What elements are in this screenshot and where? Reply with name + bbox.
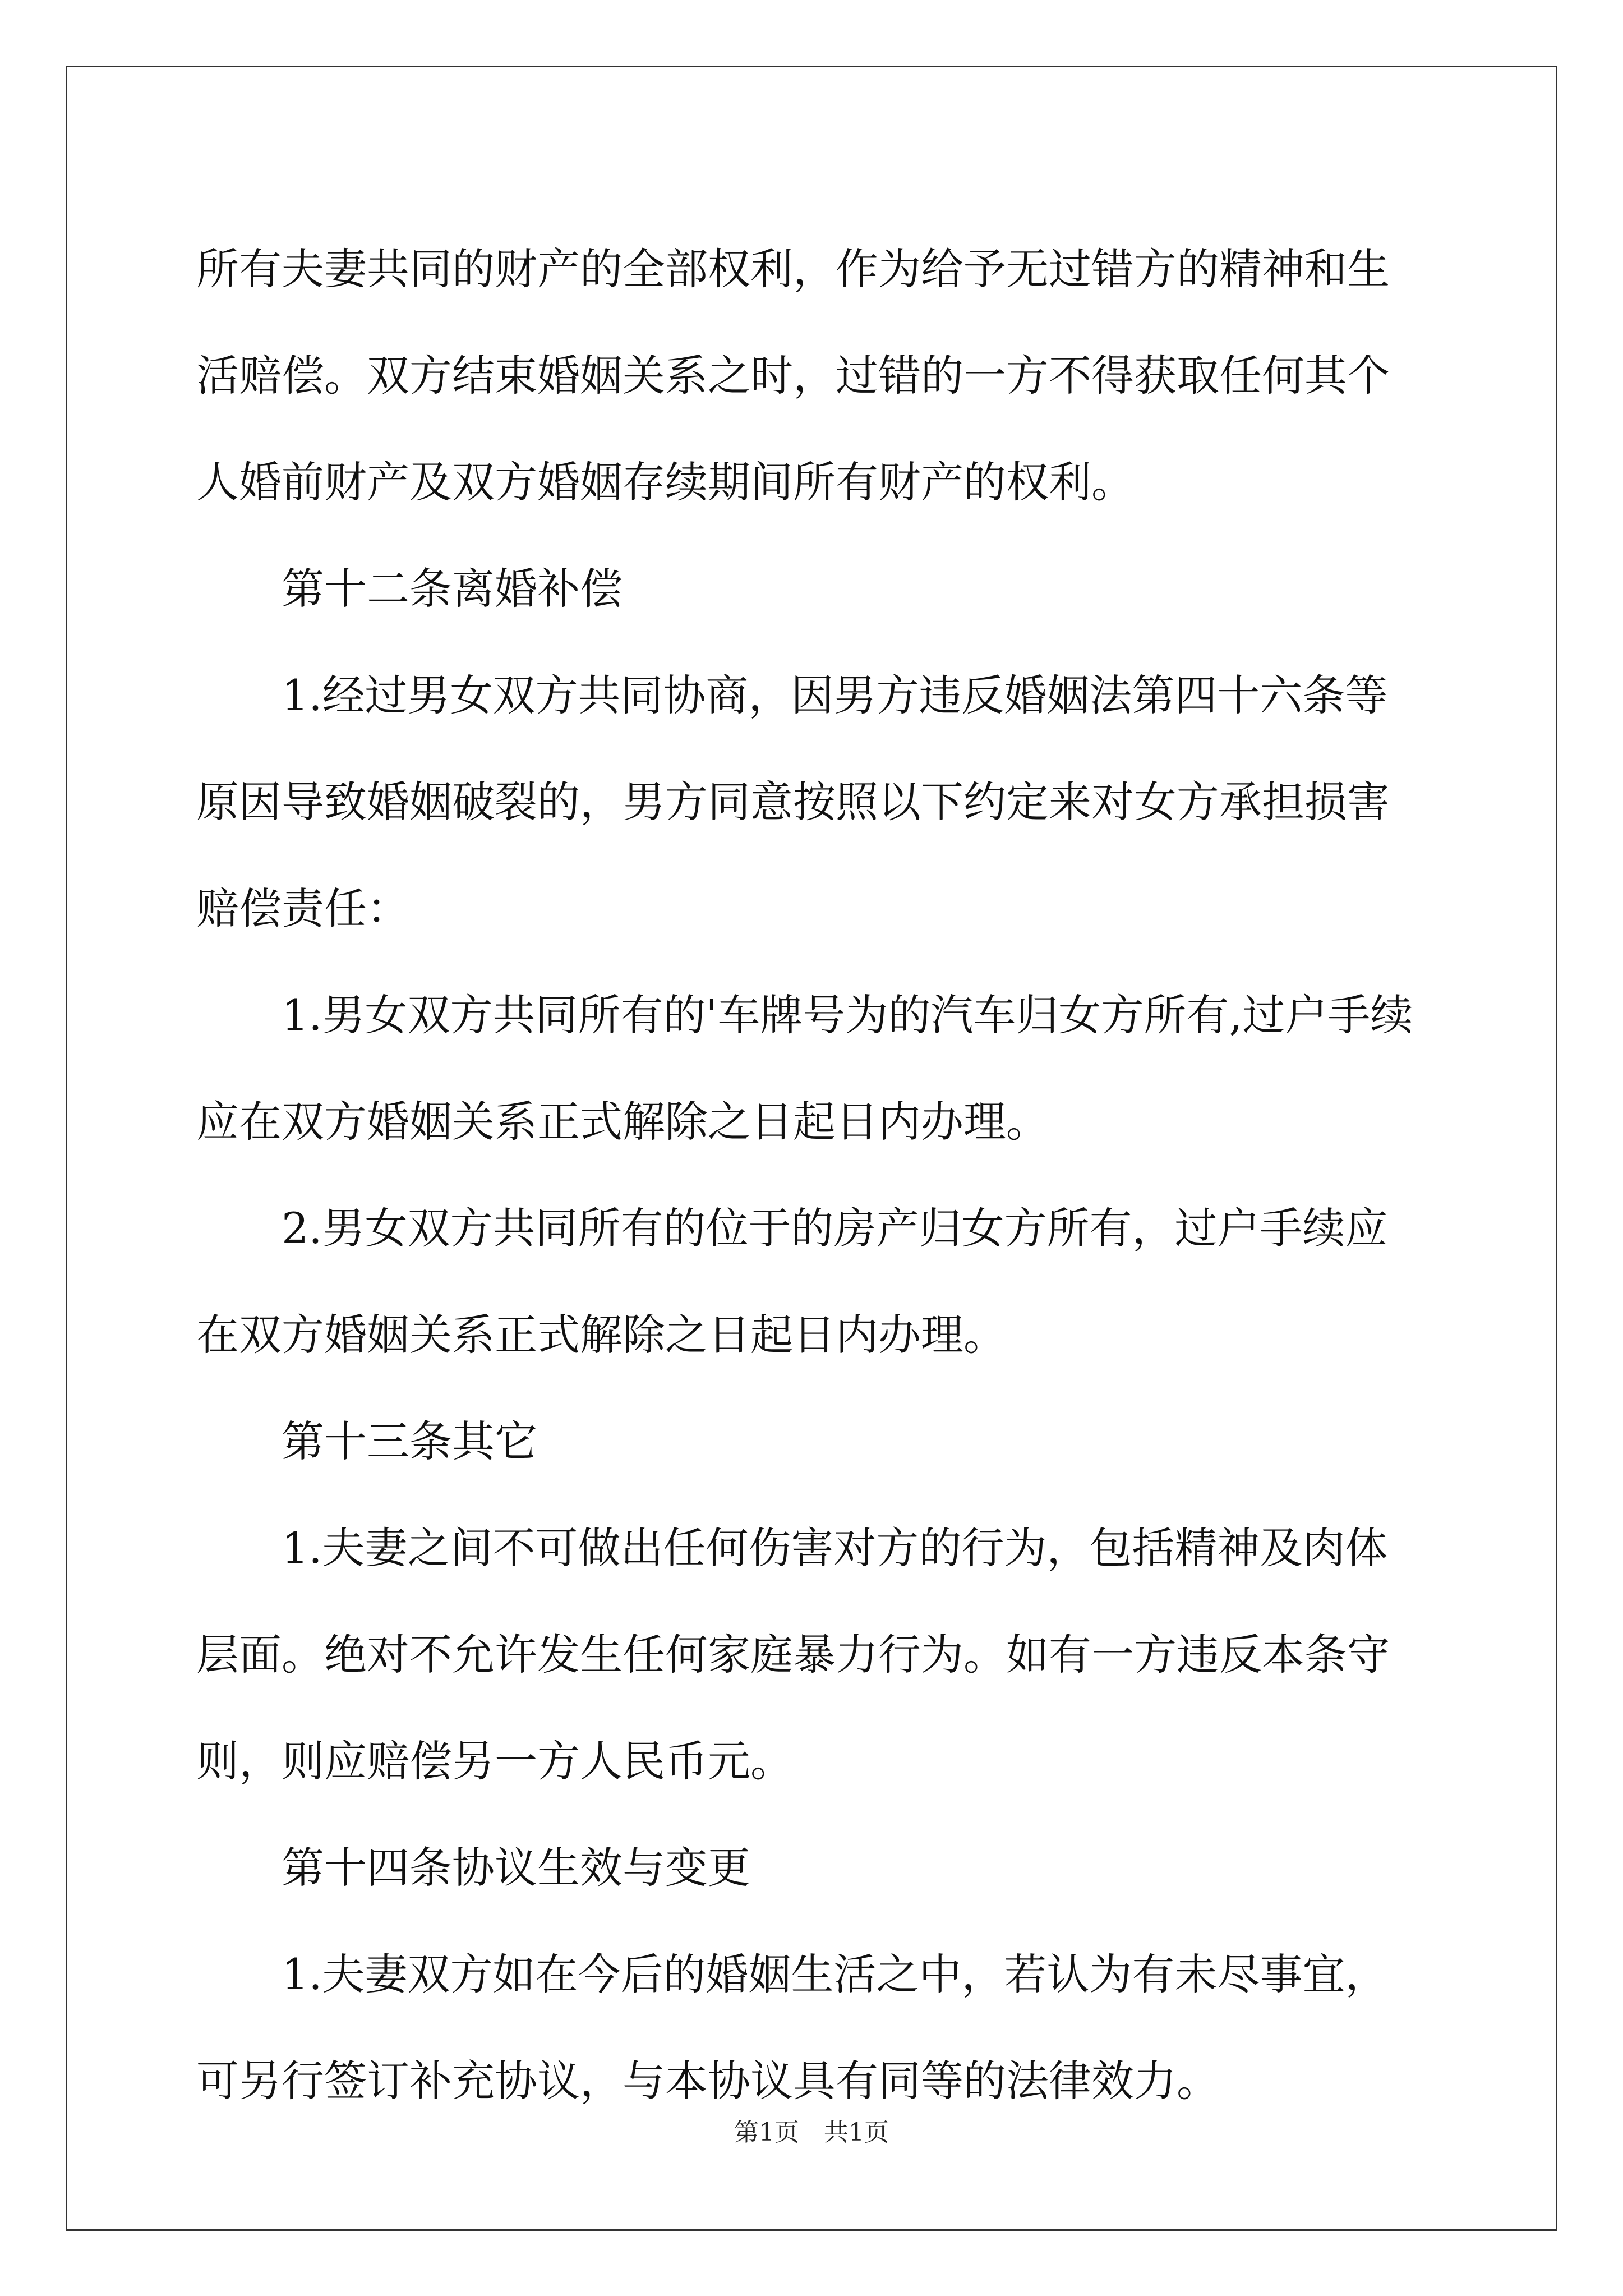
paragraph-continuation: 所有夫妻共同的财产的全部权利，作为给予无过错方的精神和生活赔偿。双方结束婚姻关系之时，过错的一方不得获取任何其个人婚前财产及双方婚姻存续期间所有财产的权利。 — [196, 244, 1390, 507]
document-body — [196, 216, 1430, 2134]
article-13-heading: 第十三条其它 — [282, 1416, 537, 1466]
article-12-heading: 第十二条离婚补偿 — [282, 564, 623, 614]
article-14-clause-1: 1.夫妻双方如在今后的婚姻生活之中，若认为有未尽事宜，可另行签订补充协议，与本协议具有同等的法律效力。 — [196, 1949, 1388, 2106]
article-12-clause-1: 1.经过男女双方共同协商，因男方违反婚姻法第四十六条等原因导致婚姻破裂的，男方同意按照以下约定来对女方承担损害赔偿责任： — [196, 670, 1390, 933]
article-14-heading: 第十四条协议生效与变更 — [282, 1843, 750, 1893]
article-12-item-1: 1.男女双方共同所有的'车牌号为的汽车归女方所有,过户手续应在双方婚姻关系正式解除之日起日内办理。 — [196, 990, 1413, 1147]
article-12-item-2: 2.男女双方共同所有的位于的房产归女方所有，过户手续应在双方婚姻关系正式解除之日起日内办理。 — [196, 1203, 1388, 1360]
page-footer: 第1页 共1页 — [734, 2118, 889, 2147]
article-13-clause-1: 1.夫妻之间不可做出任何伤害对方的行为，包括精神及肉体层面。绝对不允许发生任何家庭暴力行为。如有一方违反本条守则，则应赔偿另一方人民币元。 — [196, 1523, 1390, 1786]
